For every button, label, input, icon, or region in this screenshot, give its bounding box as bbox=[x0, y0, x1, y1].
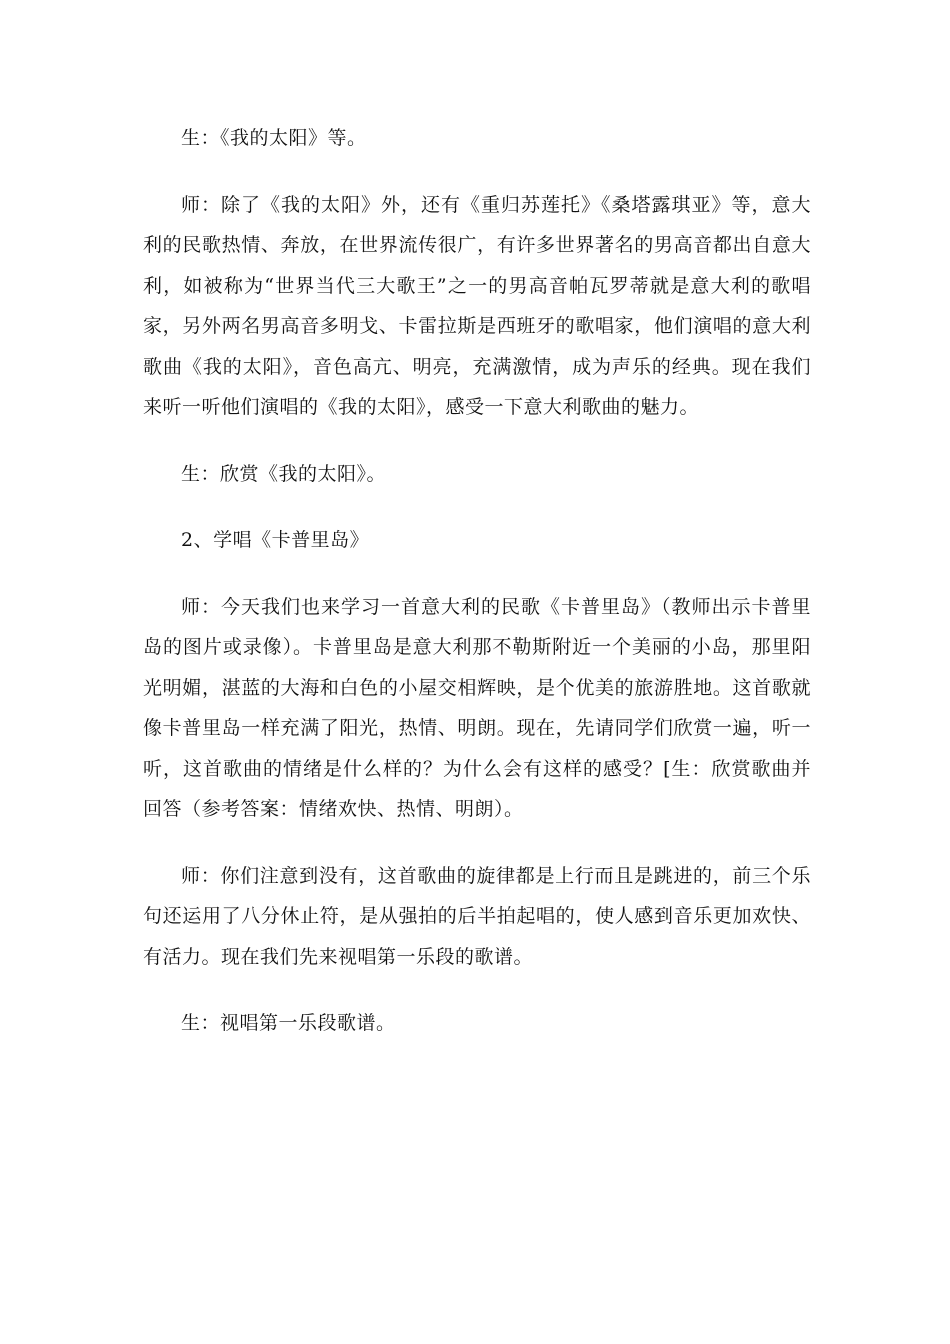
student-listening-paragraph: 生：欣赏《我的太阳》。 bbox=[181, 462, 387, 485]
teacher-capri-paragraph: 师：今天我们也来学习一首意大利的民歌《卡普里岛》（教师出示卡普里岛的图片或录像）。卡普里岛是意大利那不勒斯附近一个美丽的小岛，那里阳光明媚，湛蓝的大海和白色的小屋交相辉映，是个优美的旅游胜地。这首歌就像卡普里岛一样充满了阳光，热情、明朗。现在，先请同学们欣赏一遍，听一听，这首歌曲的情绪是什么样的？为什么会有这样的感受？[生：欣赏歌曲并回答（参考答案：情绪欢快、热情、明朗）。 bbox=[143, 595, 811, 820]
teacher-melody-paragraph: 师：你们注意到没有，这首歌曲的旋律都是上行而且是跳进的，前三个乐句还运用了八分休止符，是从强拍的后半拍起唱的，使人感到音乐更加欢快、有活力。现在我们先来视唱第一乐段的歌谱。 bbox=[143, 864, 811, 968]
section-heading: 2、学唱《卡普里岛》 bbox=[181, 529, 370, 551]
student-sightsing-paragraph: 生：视唱第一乐段歌谱。 bbox=[181, 1012, 396, 1034]
document-body bbox=[143, 118, 811, 1070]
student-answer-paragraph: 生：《我的太阳》等。 bbox=[181, 127, 367, 149]
teacher-intro-paragraph: 师：除了《我的太阳》外，还有《重归苏莲托》《桑塔露琪亚》等，意大利的民歌热情、奔放，在世界流传很广，有许多世界著名的男高音都出自意大利，如被称为“世界当代三大歌王”之一的男高音帕瓦罗蒂就是意大利的歌唱家，另外两名男高音多明戈、卡雷拉斯是西班牙的歌唱家，他们演唱的意大利歌曲《我的太阳》，音色高亢、明亮，充满激情，成为声乐的经典。现在我们来听一听他们演唱的《我的太阳》，感受一下意大利歌曲的魅力。 bbox=[143, 193, 811, 418]
